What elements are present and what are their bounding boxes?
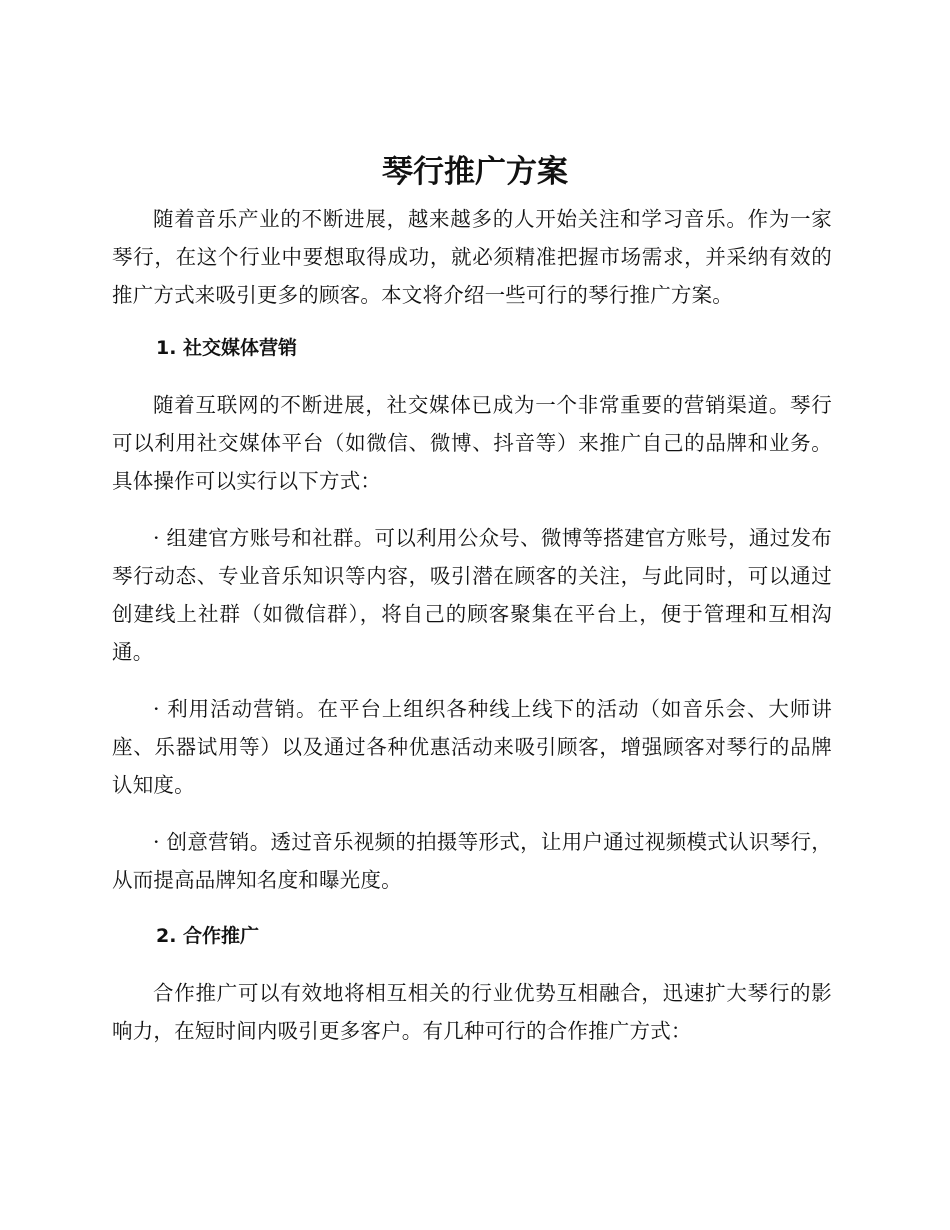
bullet-paragraph: · 创意营销。透过音乐视频的拍摄等形式，让用户通过视频模式认识琴行，从而提高品牌知名度和曝光度。 <box>112 830 832 892</box>
bullet-paragraph: · 利用活动营销。在平台上组织各种线上线下的活动（如音乐会、大师讲座、乐器试用等）以及通过各种优惠活动来吸引顾客，增强顾客对琴行的品牌认知度。 <box>112 697 832 797</box>
section-heading-cooperation: 2. 合作推广 <box>156 925 260 947</box>
bullet-paragraph: · 组建官方账号和社群。可以利用公众号、微博等搭建官方账号，通过发布琴行动态、专业音乐知识等内容，吸引潜在顾客的关注，与此同时，可以通过创建线上社群（如微信群），将自己的顾客聚集在平台上，便于管理和互相沟通。 <box>112 526 832 664</box>
document-body <box>112 200 832 1069</box>
section-paragraph: 合作推广可以有效地将相互相关的行业优势互相融合，迅速扩大琴行的影响力，在短时间内吸引更多客户。有几种可行的合作推广方式： <box>112 981 832 1043</box>
intro-paragraph: 随着音乐产业的不断进展，越来越多的人开始关注和学习音乐。作为一家琴行，在这个行业中要想取得成功，就必须精准把握市场需求，并采纳有效的推广方式来吸引更多的顾客。本文将介绍一些可行的琴行推广方案。 <box>112 207 832 307</box>
document-title: 琴行推广方案 <box>382 154 568 190</box>
section-heading-social-media: 1. 社交媒体营销 <box>156 337 298 359</box>
section-paragraph: 随着互联网的不断进展，社交媒体已成为一个非常重要的营销渠道。琴行可以利用社交媒体平台（如微信、微博、抖音等）来推广自己的品牌和业务。具体操作可以实行以下方式： <box>112 393 832 493</box>
